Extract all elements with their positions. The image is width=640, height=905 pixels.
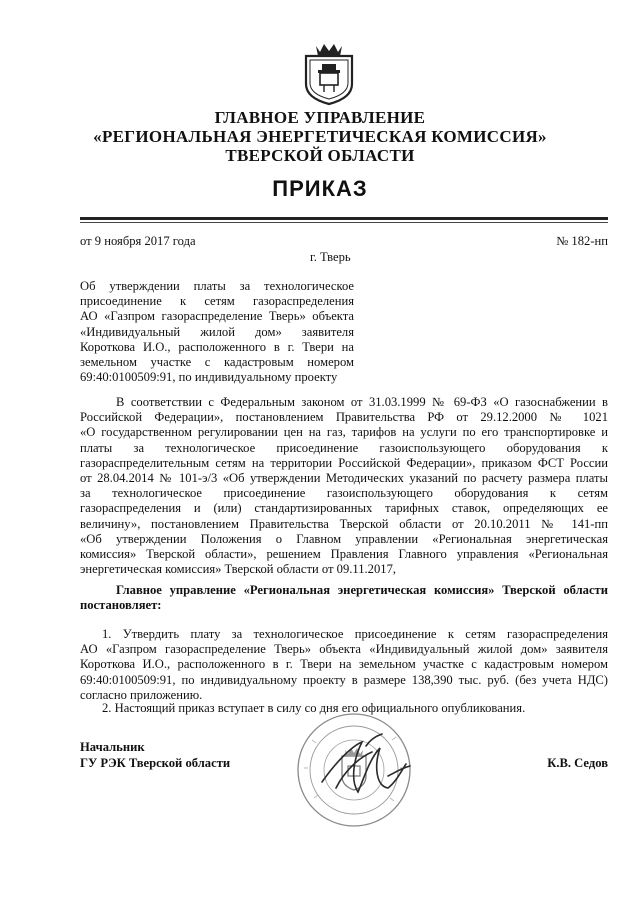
item-line: согласно приложению. (80, 687, 203, 702)
item-line: 1. Утвердить плату за технологическое присоединение к сетям газораспределения (102, 627, 608, 641)
preamble-line: «О государственном регулировании цен на газ, тарифов на услуги по его транспортировке и (80, 425, 608, 440)
order-item-1 (80, 627, 608, 703)
header-rule (80, 217, 608, 220)
preamble-line: за технологическое присоединение газоиспользующего оборудования к сетям (80, 486, 608, 501)
item-line: АО «Газпром газораспределение Тверь» объекта «Индивидуальный жилой дом» заявителя (80, 642, 608, 657)
resolves-paragraph (80, 583, 608, 613)
preamble-paragraph (80, 395, 608, 577)
order-number: № 182-нп (556, 234, 608, 248)
order-date: от 9 ноября 2017 года (80, 234, 196, 248)
official-stamp-signature (292, 706, 412, 832)
title-line: Короткова И.О., расположенного в г. Твери на (80, 339, 354, 354)
order-title (80, 279, 354, 385)
signatory-name: К.В. Седов (547, 756, 608, 770)
title-line: присоединение к сетям газораспределения (80, 294, 354, 309)
org-title-line-2: «РЕГИОНАЛЬНАЯ ЭНЕРГЕТИЧЕСКАЯ КОМИССИЯ» (93, 127, 547, 146)
preamble-line: Российской Федерации», постановлением Правительства РФ от 29.12.2000 № 1021 (80, 410, 608, 425)
title-line: 69:40:0100509:91, по индивидуальному проекту (80, 370, 338, 385)
org-title-line-1: ГЛАВНОЕ УПРАВЛЕНИЕ (214, 108, 426, 127)
title-line: «Индивидуальный жилой дом» заявителя (80, 324, 354, 339)
preamble-line: газораспределительным сетям на территории Российской Федерации», приказом ФСТ России (80, 455, 608, 470)
resolves-line: постановляет: (80, 598, 162, 613)
item-line: 69:40:0100509:91, по индивидуальному проекту в размере 138,390 тыс. руб. (без учета НДС) (80, 672, 608, 687)
org-title-line-3: ТВЕРСКОЙ ОБЛАСТИ (225, 146, 415, 165)
preamble-line: величину», постановлением Правительства Тверской области от 20.10.2011 № 141-пп (80, 516, 608, 531)
preamble-line: газораспределения и (или) стандартизированных тарифных ставок, определяющих ее (80, 501, 608, 516)
header-rule-thin (80, 222, 608, 223)
signatory-position-line-2: ГУ РЭК Тверской области (80, 756, 231, 770)
preamble-line: комиссия» Тверской области», решением Правления Главного управления «Региональная (80, 547, 608, 562)
signatory-position-line-1: Начальник (80, 740, 145, 754)
preamble-line: платы за технологическое присоединение газоиспользующего оборудования к (80, 440, 608, 455)
item-line: Короткова И.О., расположенного в г. Твери на земельном участке с кадастровым номером (80, 657, 608, 672)
order-city: г. Тверь (310, 250, 351, 264)
coat-of-arms-emblem (302, 40, 356, 106)
title-line: земельном участке с кадастровым номером (80, 355, 354, 370)
title-line: АО «Газпром газораспределение Тверь» объекта (80, 309, 354, 324)
preamble-line: «Об утверждении Положения о Главном управлении «Региональная энергетическая (80, 531, 608, 546)
preamble-line: от 28.04.2014 № 101-э/3 «Об утверждении Методических указаний по расчету размера платы (80, 471, 608, 486)
document-type: ПРИКАЗ (272, 176, 368, 201)
title-line: Об утверждении платы за технологическое (80, 279, 354, 293)
resolves-line: Главное управление «Региональная энергетическая комиссия» Тверской области (116, 583, 608, 597)
order-item-2: 2. Настоящий приказ вступает в силу со дня его официального опубликования. (102, 701, 526, 715)
preamble-line: В соответствии с Федеральным законом от 31.03.1999 № 69-ФЗ «О газоснабжении в (116, 395, 608, 409)
preamble-line: энергетическая комиссия» Тверской области от 09.11.2017, (80, 562, 397, 577)
